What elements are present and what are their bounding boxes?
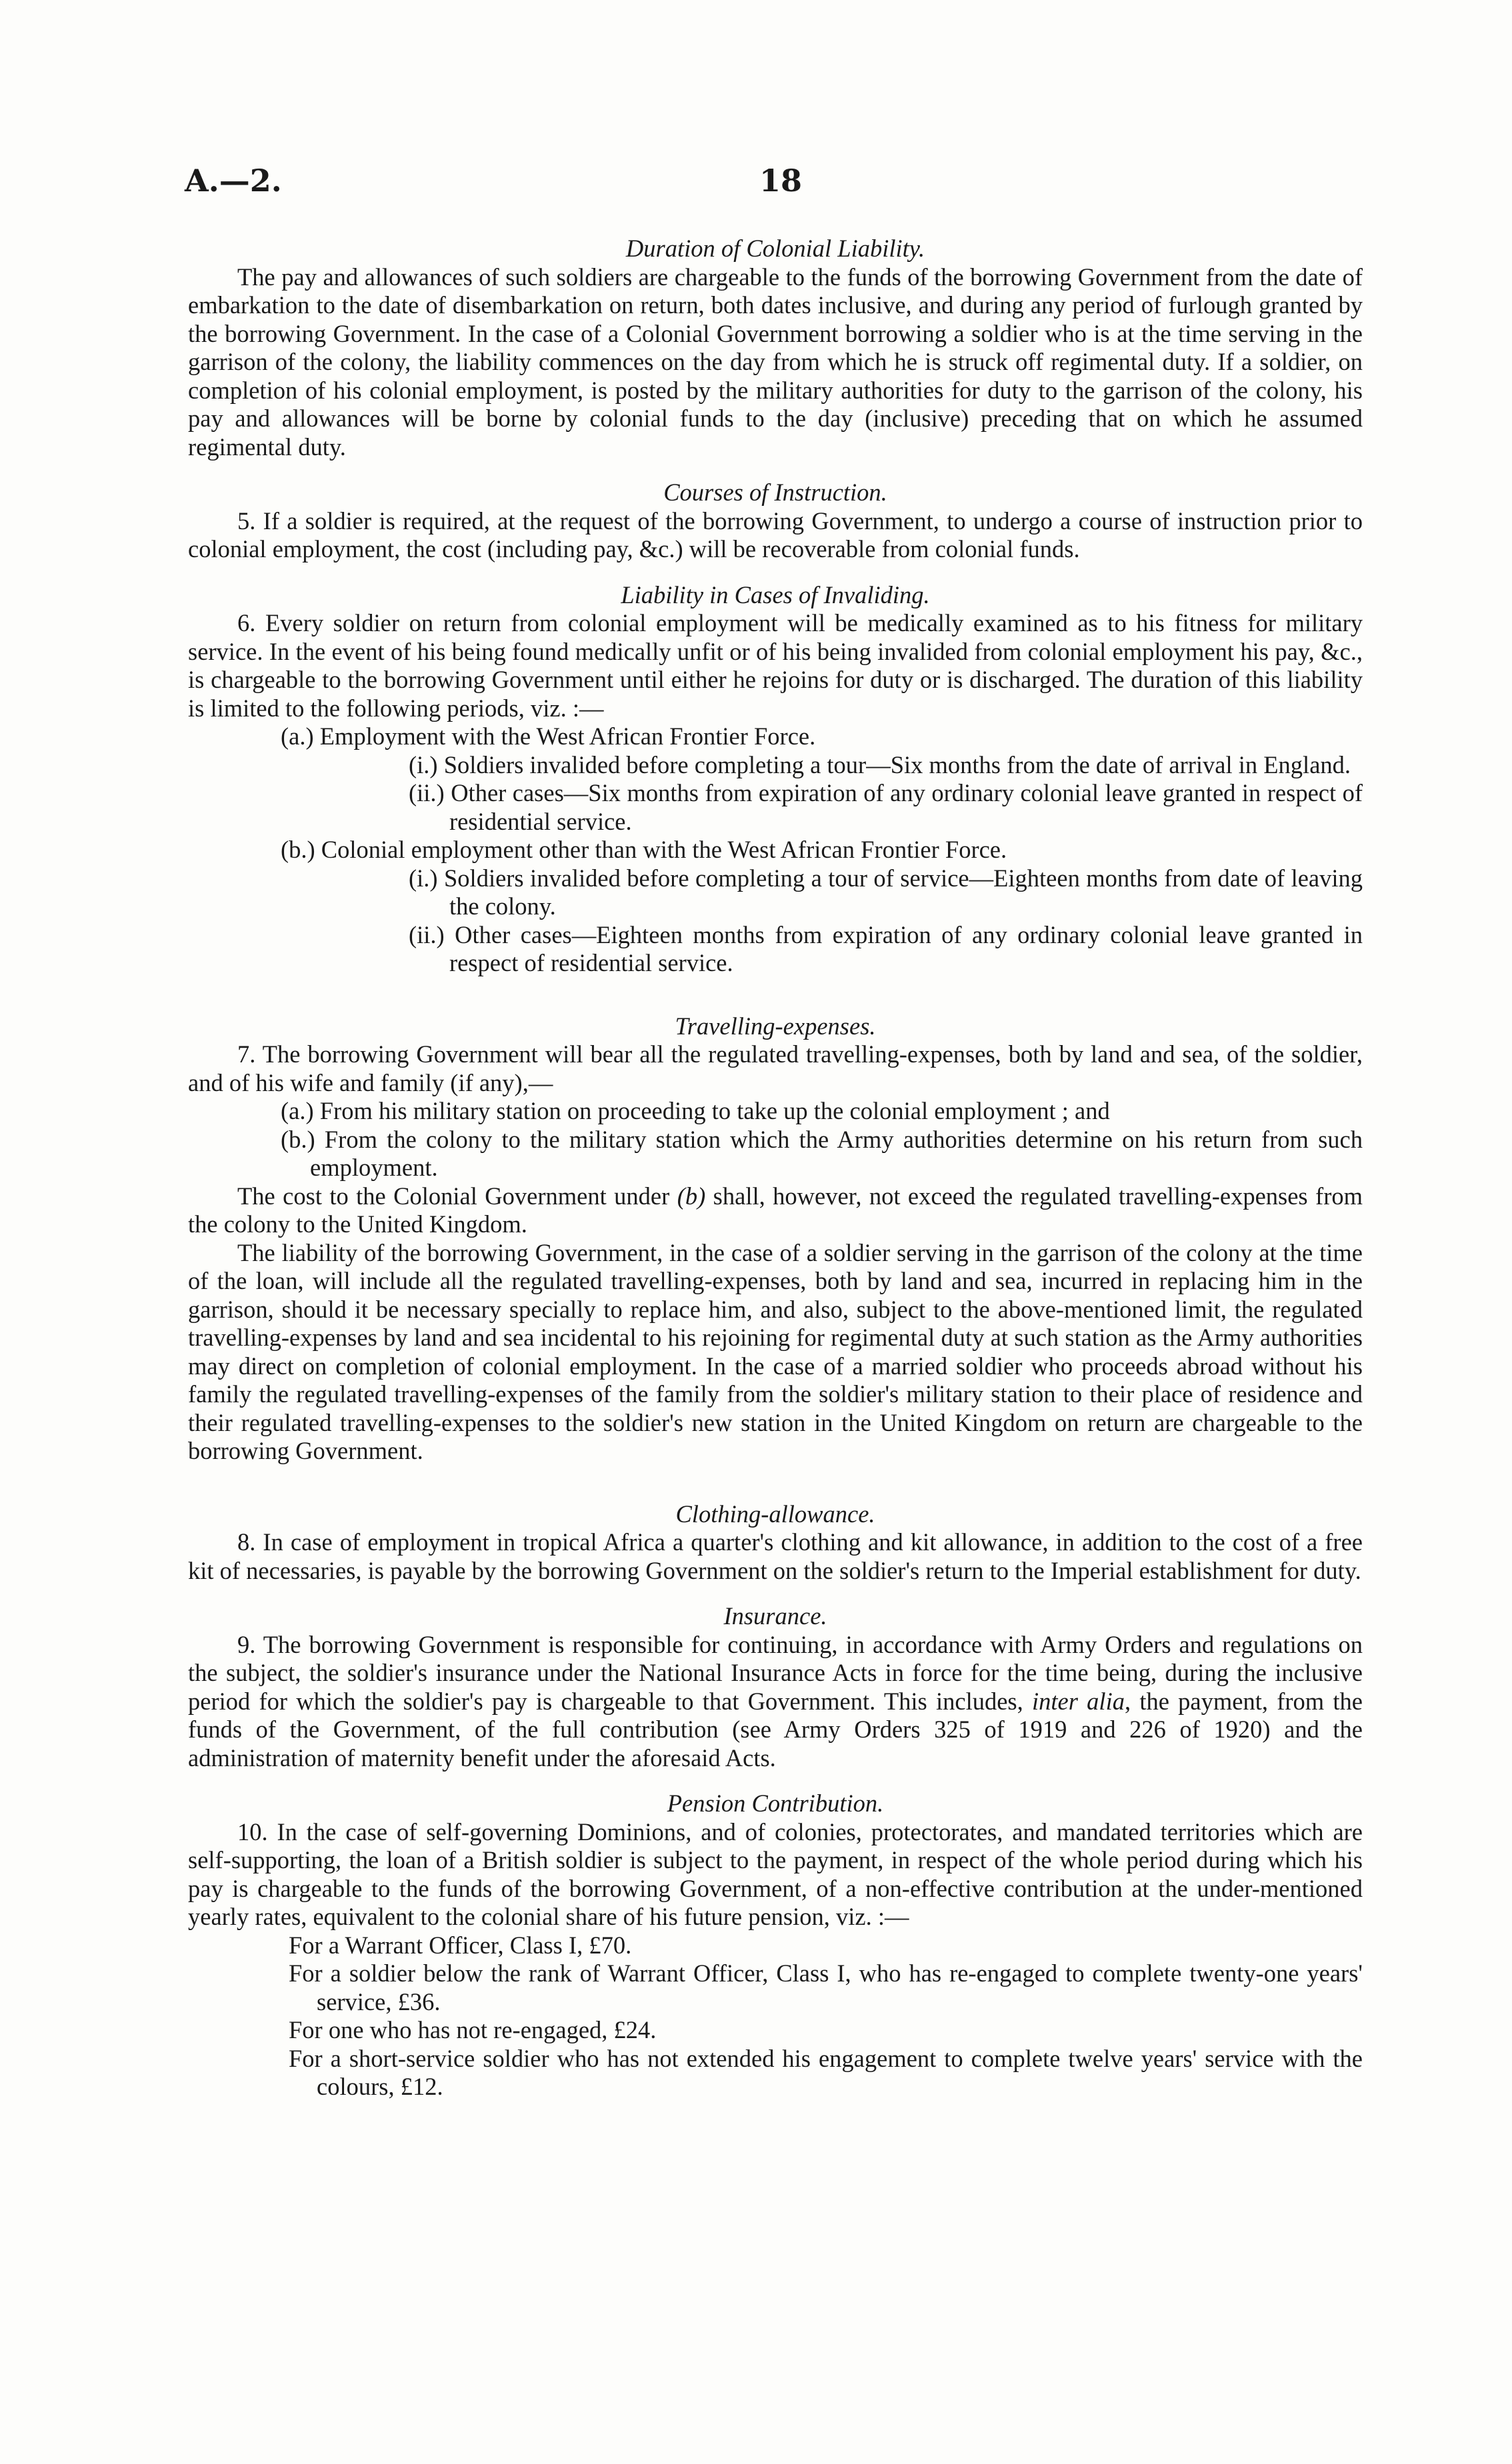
section-title-invaliding: Liability in Cases of Invaliding.: [621, 581, 930, 609]
pension-rate-warrant-officer: For a Warrant Officer, Class I, £70.: [289, 1931, 632, 1959]
insurance-text-start: 9. The borrowing Government is responsible for continuing, in accordance with Army Orders and regulations on the subject, the soldier's insurance under the National Insurance Acts in force for the time being, during the inclusive period for which the soldier's pay is chargeable to that Government. This includes,: [188, 1630, 1363, 1715]
paragraph-6: 6. Every soldier on return from colonial employment will be medically examined as to his fitness for military service. In the event of his being found medically unfit or of his being invalided from colonial employment his pay, &c., is chargeable to the borrowing Government until either he rejoins for duty or is discharged. The duration of this liability is limited to the following periods, viz. :—: [188, 609, 1363, 722]
paragraph-duration: The pay and allowances of such soldiers are chargeable to the funds of the borrowing Government from the date of embarkation to the date of disembarkation on return, both dates inclusive, and during any period of furlough granted by the borrowing Government. In the case of a Colonial Government borrowing a soldier who is at the time serving in the garrison of the colony, the liability commences on the day from which he is struck off regimental duty. If a soldier, on completion of his colonial employment, is posted by the military authorities for duty to the garrison of the colony, his pay and allowances will be borne by colonial funds to the day (inclusive) preceding that on which he assumed regimental duty.: [188, 263, 1363, 461]
section-title-duration: Duration of Colonial Liability.: [625, 235, 925, 262]
section-title-clothing: Clothing-allowance.: [675, 1500, 875, 1528]
paragraph-5: 5. If a soldier is required, at the request of the borrowing Government, to undergo a course of instruction prior to colonial employment, the cost (including pay, &c.) will be recoverable from colonial funds.: [188, 507, 1363, 563]
list-item-b-ii: (ii.) Other cases—Eighteen months from expiration of any ordinary colonial leave granted in respect of residential service.: [409, 920, 1363, 976]
list-item-a: (a.) Employment with the West African Frontier Force.: [281, 722, 816, 750]
list-item-a-i: (i.) Soldiers invalided before completing a tour—Six months from the date of arrival in England.: [409, 750, 1351, 778]
document-body: [188, 235, 1363, 2101]
list-item-travel-b: (b.) From the colony to the military station which the Army authorities determine on his return from such employment.: [281, 1125, 1363, 1181]
section-title-pension: Pension Contribution.: [667, 1790, 884, 1817]
insurance-text-end: , the payment, from the funds of the Government, of the full contribution (see Army Orders 325 of 1919 and 226 of 1920) and the administration of maternity benefit under the aforesaid Acts.: [188, 1687, 1363, 1772]
travel-cost-reference: (b): [677, 1182, 706, 1210]
document-reference: A.—2.: [185, 163, 282, 199]
paragraph-8: 8. In case of employment in tropical Africa a quarter's clothing and kit allowance, in addition to the cost of a free kit of necessaries, is payable by the borrowing Government on the soldier's return to the Imperial establishment for duty.: [188, 1528, 1363, 1584]
pension-rate-short-service: For a short-service soldier who has not extended his engagement to complete twelve years' service with the colours, £12.: [289, 2044, 1363, 2100]
list-item-a-ii: (ii.) Other cases—Six months from expiration of any ordinary colonial leave granted in respect of residential service.: [409, 779, 1363, 835]
pension-rate-not-re-engaged: For one who has not re-engaged, £24.: [289, 2016, 657, 2043]
list-item-b-i: (i.) Soldiers invalided before completing a tour of service—Eighteen months from date of leaving the colony.: [409, 864, 1363, 920]
section-title-travelling: Travelling-expenses.: [675, 1012, 876, 1040]
travel-cost-text-start: The cost to the Colonial Government under: [237, 1182, 677, 1210]
paragraph-9: [188, 1631, 1363, 1773]
paragraph-10: 10. In the case of self-governing Dominions, and of colonies, protectorates, and mandated territories which are self-supporting, the loan of a British soldier is subject to the payment, in respect of the whole period during which his pay is chargeable to the funds of the borrowing Government, of a non-effective contribution at the under-mentioned yearly rates, equivalent to the colonial share of his future pension, viz. :—: [188, 1818, 1363, 1930]
list-item-b: (b.) Colonial employment other than with the West African Frontier Force.: [281, 836, 1007, 863]
section-title-insurance: Insurance.: [723, 1602, 827, 1630]
paragraph-travel-cost: [188, 1182, 1363, 1239]
insurance-latin-phrase: inter alia: [1032, 1687, 1125, 1715]
pension-rate-re-engaged: For a soldier below the rank of Warrant Officer, Class I, who has re-engaged to complete twenty-one years' service, £36.: [289, 1959, 1363, 2015]
paragraph-travel-liability: The liability of the borrowing Government, in the case of a soldier serving in the garrison of the colony at the time of the loan, will include all the regulated travelling-expenses, both by land and sea, incurred in replacing him in the garrison, should it be necessary specially to replace him, and also, subject to the above-mentioned limit, the regulated travelling-expenses by land and sea incidental to his rejoining for regimental duty at such station as the Army authorities may direct on completion of colonial employment. In the case of a married soldier who proceeds abroad without his family the regulated travelling-expenses of the family from the soldier's military station to their place of residence and their regulated travelling-expenses to the soldier's new station in the United Kingdom on return are chargeable to the borrowing Government.: [188, 1238, 1363, 1464]
travel-cost-text-end: shall, however, not exceed the regulated travelling-expenses from the colony to the United Kingdom.: [188, 1182, 1363, 1238]
list-item-travel-a: (a.) From his military station on proceeding to take up the colonial employment ; and: [281, 1097, 1110, 1124]
paragraph-7: 7. The borrowing Government will bear all the regulated travelling-expenses, both by land and sea, of the soldier, and of his wife and family (if any),—: [188, 1040, 1363, 1096]
section-title-courses: Courses of Instruction.: [663, 479, 887, 506]
page-number: 18: [759, 163, 802, 199]
